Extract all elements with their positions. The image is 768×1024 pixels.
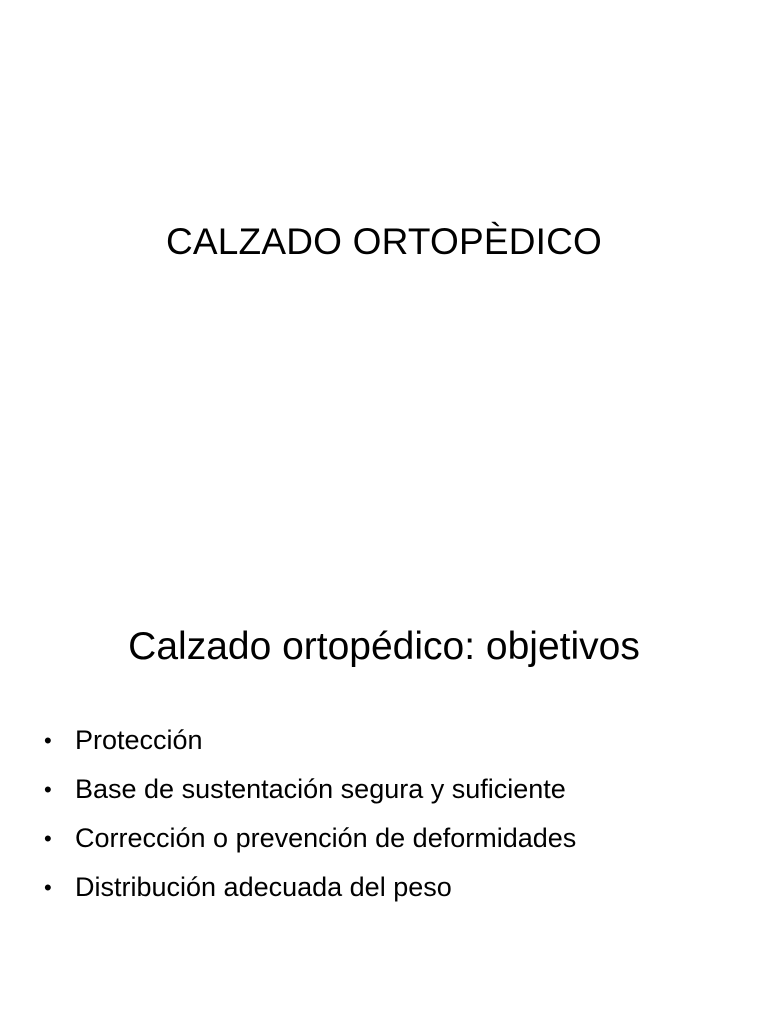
- bullet-icon: •: [44, 875, 52, 900]
- slide-heading: Calzado ortopédico: objetivos: [128, 625, 640, 668]
- list-item-text: Corrección o prevención de deformidades: [75, 823, 577, 853]
- bullet-icon: •: [44, 826, 52, 851]
- objectives-slide: [0, 512, 768, 1024]
- list-item-text: Protección: [75, 725, 203, 755]
- objectives-list: [44, 716, 576, 912]
- list-item-text: Distribución adecuada del peso: [75, 872, 452, 902]
- list-item-text: Base de sustentación segura y suficiente: [75, 774, 566, 804]
- list-item: [44, 814, 576, 863]
- bullet-icon: •: [44, 777, 52, 802]
- list-item: [44, 863, 576, 912]
- list-item: [44, 716, 576, 765]
- list-item: [44, 765, 576, 814]
- slide-title: CALZADO ORTOPÈDICO: [165, 221, 603, 262]
- bullet-icon: •: [44, 728, 52, 753]
